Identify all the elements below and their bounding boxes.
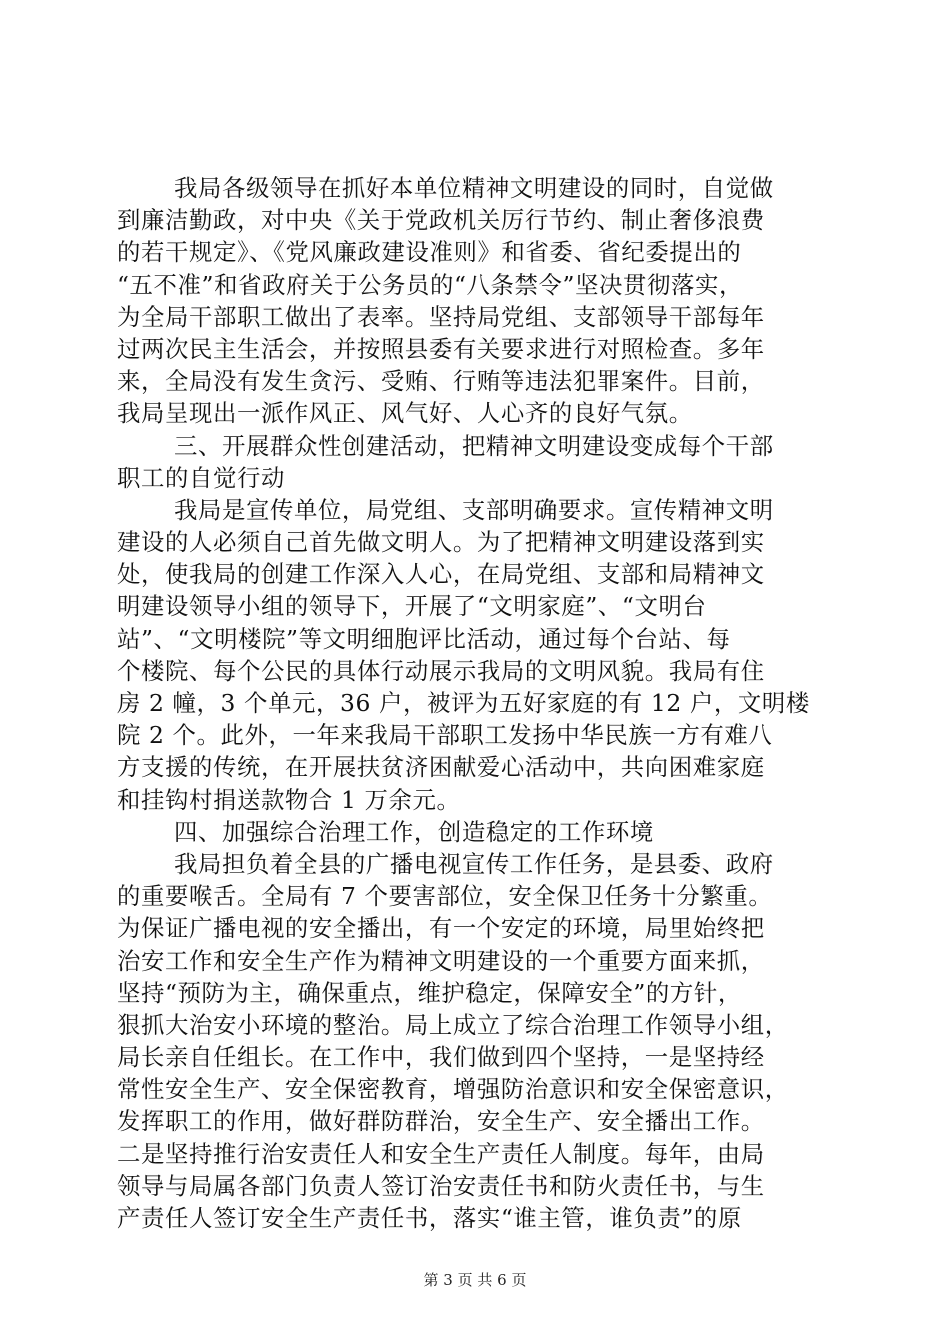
paragraph-line: 产责任人签订安全生产责任书，落实“谁主管，谁负责”的原	[117, 1204, 742, 1232]
paragraph-line: 过两次民主生活会，并按照县委有关要求进行对照检查。多年	[117, 334, 765, 363]
paragraph-line: 和挂钩村捐送款物合 1 万余元。	[117, 785, 461, 814]
paragraph-line: 站”、“文明楼院”等文明细胞评比活动，通过每个台站、每	[117, 624, 731, 653]
paragraph-line: 来，全局没有发生贪污、受贿、行贿等违法犯罪案件。目前，	[117, 367, 765, 396]
paragraph-line: 建设的人必须自己首先做文明人。为了把精神文明建设落到实	[117, 528, 765, 557]
paragraph-line: 狠抓大治安小环境的整治。局上成立了综合治理工作领导小组，	[117, 1010, 789, 1039]
paragraph-line: “五不准”和省政府关于公务员的“八条禁令”坚决贯彻落实，	[117, 270, 744, 299]
paragraph-line: 我局是宣传单位，局党组、支部明确要求。宣传精神文明	[174, 495, 774, 524]
paragraph-line: 坚持“预防为主，确保重点，维护稳定，保障安全”的方针，	[117, 978, 742, 1007]
section-heading-4: 四、加强综合治理工作，创造稳定的工作环境	[174, 817, 654, 846]
paragraph-line: 的若干规定》、《党风廉政建设准则》和省委、省纪委提出的	[117, 238, 742, 267]
paragraph-line: 为保证广播电视的安全播出，有一个安定的环境，局里始终把	[117, 914, 765, 943]
paragraph-line: 方支援的传统，在开展扶贫济困献爱心活动中，共向困难家庭	[117, 753, 765, 782]
paragraph-line: 明建设领导小组的领导下，开展了“文明家庭”、“文明台	[117, 592, 707, 621]
paragraph-line: 为全局干部职工做出了表率。坚持局党组、支部领导干部每年	[117, 302, 765, 331]
paragraph-line: 常性安全生产、安全保密教育，增强防治意识和安全保密意识，	[117, 1075, 789, 1104]
paragraph-line: 个楼院、每个公民的具体行动展示我局的文明风貌。我局有住	[117, 656, 765, 685]
section-heading-3: 三、开展群众性创建活动，把精神文明建设变成每个干部	[174, 431, 774, 460]
paragraph-line: 我局呈现出一派作风正、风气好、人心齐的良好气氛。	[117, 399, 693, 428]
paragraph-line: 房 2 幢，3 个单元，36 户，被评为五好家庭的有 12 户，文明楼	[117, 689, 810, 717]
paragraph-line: 领导与局属各部门负责人签订治安责任书和防火责任书，与生	[117, 1171, 765, 1200]
section-heading-3-continued: 职工的自觉行动	[117, 463, 285, 492]
paragraph-line: 的重要喉舌。全局有 7 个要害部位，安全保卫任务十分繁重。	[117, 882, 773, 911]
paragraph-line: 二是坚持推行治安责任人和安全生产责任人制度。每年，由局	[117, 1139, 765, 1168]
paragraph-line: 处，使我局的创建工作深入人心，在局党组、支部和局精神文	[117, 560, 765, 589]
paragraph-line: 到廉洁勤政，对中央《关于党政机关厉行节约、制止奢侈浪费	[117, 206, 765, 235]
paragraph-line: 我局各级领导在抓好本单位精神文明建设的同时，自觉做	[174, 174, 774, 202]
page-number-footer: 第 3 页 共 6 页	[423, 1271, 527, 1289]
body-text	[117, 172, 832, 1234]
paragraph-line: 发挥职工的作用，做好群防群治，安全生产、安全播出工作。	[117, 1107, 765, 1136]
paragraph-line: 我局担负着全县的广播电视宣传工作任务，是县委、政府	[174, 849, 774, 878]
paragraph-line: 治安工作和安全生产作为精神文明建设的一个重要方面来抓，	[117, 946, 765, 975]
paragraph-line: 局长亲自任组长。在工作中，我们做到四个坚持，一是坚持经	[117, 1043, 765, 1072]
paragraph-line: 院 2 个。此外，一年来我局干部职工发扬中华民族一方有难八	[117, 721, 773, 750]
